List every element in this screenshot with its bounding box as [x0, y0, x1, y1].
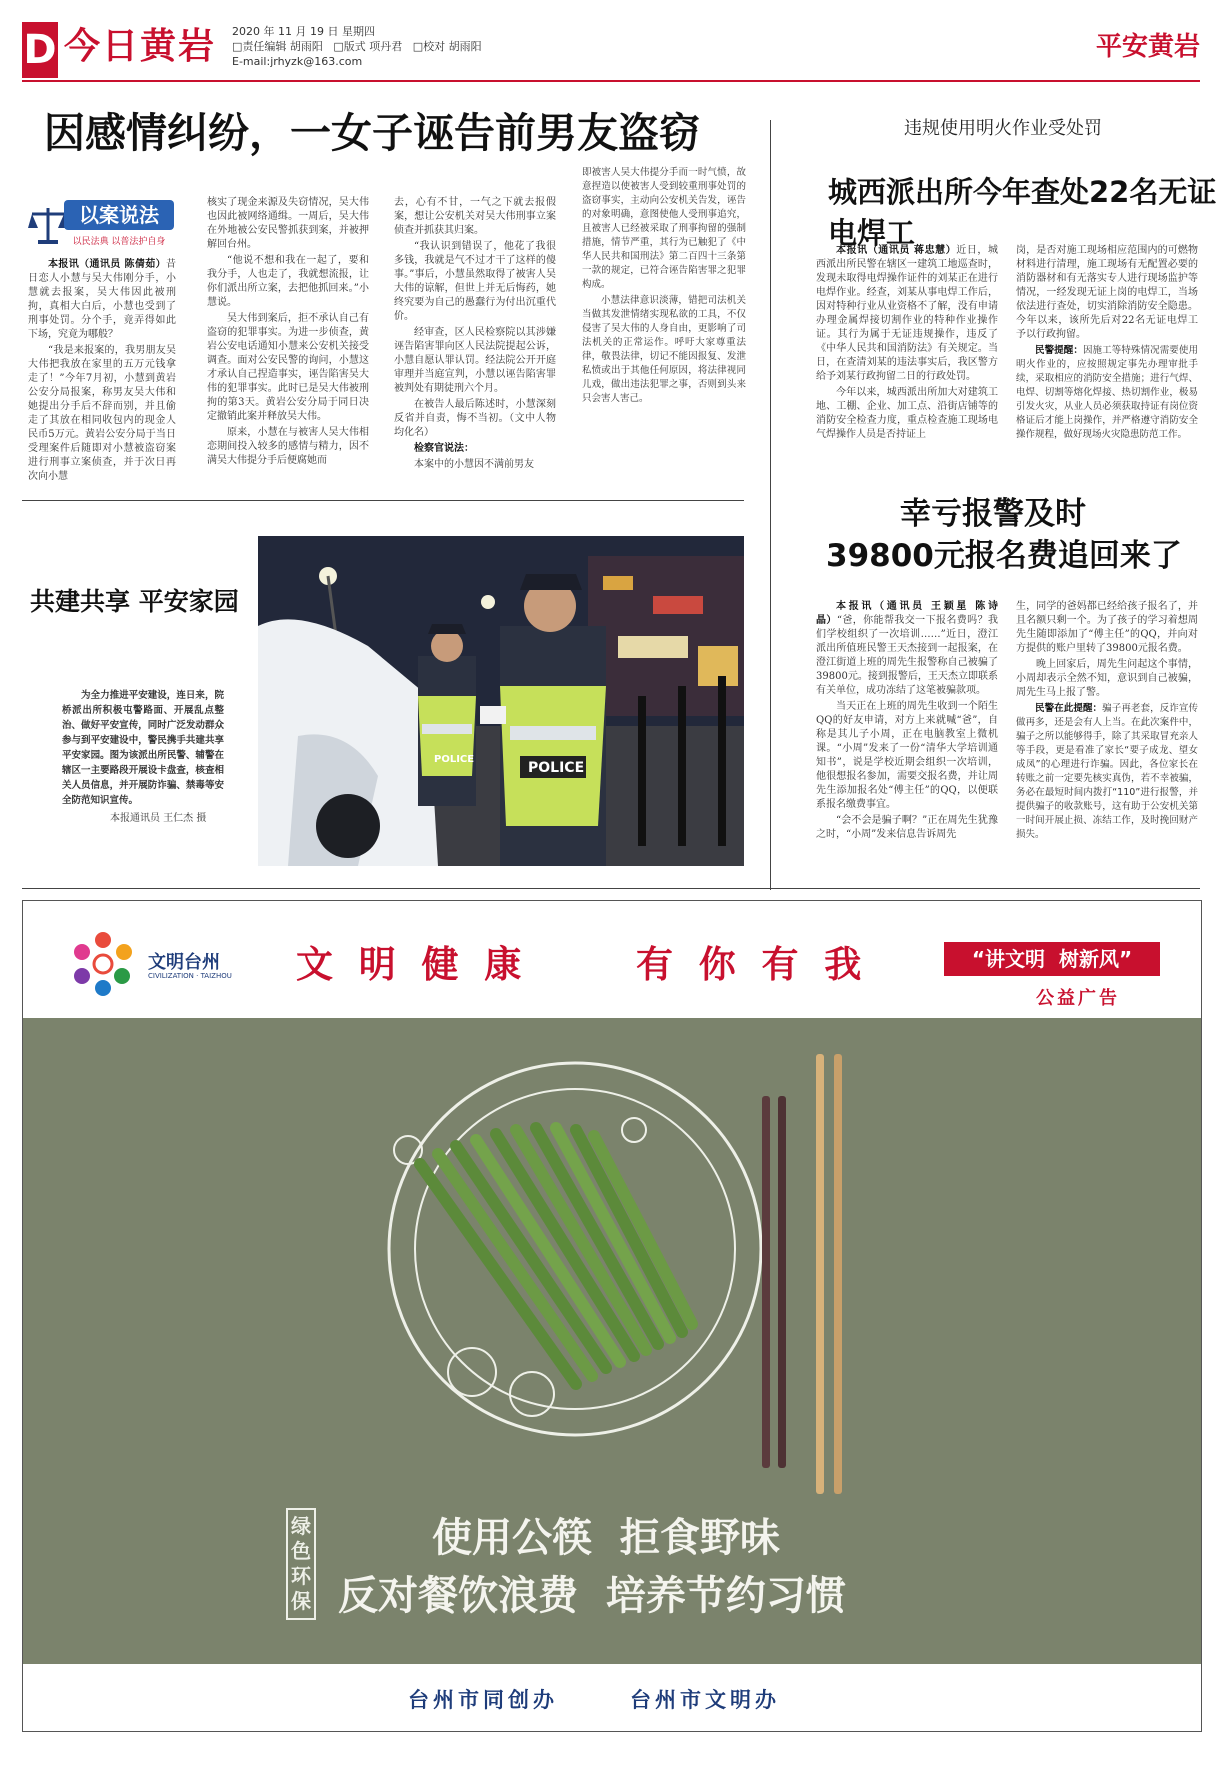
article4-col1: 本报讯（通讯员 王颖星 陈诗晶）“爸，你能帮我交一下报名费吗？我们学校组织了一次培训……”近日，澄江派出所值班民警王天杰接到一起报案，在澄江街道上班的周先生报警称自己被骗了39800元。接到报警后，王天杰立即联系有关单位，成功冻结了这笔被骗款项。 当天正在上班的周先生收到一个陌生QQ的好友申请，对方上来就喊“爸”，自称是其儿子小周，正在电脑教室上微机课。“小周”发来了一份“清华大学培训通知书”，说是学校近期会组织一次培训，他很想报名参加，需要交报名费，并让周先生添加报名处“傅主任”的QQ，以便联系报名缴费事宜。 “会不会是骗子啊？”正在周先生犹豫之时，“小周”发来信息告诉周先 [816, 601, 998, 840]
article3-kicker: 违规使用明火作业受处罚 [904, 118, 1102, 139]
sponsor-right: 台州市文明办 [630, 1688, 780, 1712]
column-divider [770, 120, 771, 890]
svg-text:POLICE: POLICE [434, 754, 475, 765]
article2-title: 共建共享 平安家园 [30, 587, 239, 616]
chopstick-dark-1 [762, 1096, 770, 1468]
article4-title-line2: 39800元报名费追回来了 [826, 538, 1182, 574]
logo-name: 文明台州 [148, 952, 220, 973]
contact-email: E-mail:jrhyzk@163.com [232, 55, 363, 68]
green-label: 绿色环保 [286, 1508, 316, 1620]
scales-icon [28, 202, 68, 246]
article4-title-line1: 幸亏报警及时 [900, 496, 1086, 532]
chopstick-light-2 [834, 1054, 842, 1494]
article2-credit: 本报通讯员 王仁杰 摄 [110, 813, 207, 824]
civilization-logo [68, 928, 138, 998]
layout-credit: □版式 项丹君 [333, 40, 403, 53]
campaign-tag-sub: 公益广告 [1036, 988, 1120, 1009]
flower-logo-icon [68, 928, 138, 998]
police-photo [258, 536, 744, 866]
campaign-tag: “讲文明 树新风” [944, 942, 1160, 976]
chopstick-light-1 [816, 1054, 824, 1494]
masthead-rule [22, 80, 1200, 82]
police-checkpoint-illustration [258, 536, 744, 866]
paper-name: 今日黄岩 [64, 25, 217, 67]
masthead-meta [232, 24, 482, 69]
slogan-right: 有 你 有 我 [636, 943, 862, 986]
article1-col2: 核实了现金来源及失窃情况，吴大伟也因此被网络通缉。一周后，吴大伟在外地被公安民警抓获到案，并被押解回台州。 “他说不想和我在一起了，要和我分手，人也走了，我就想流报，让你们派出所立案，去把他抓回来。”小慧说。 吴大伟到案后，拒不承认自己有盗窃的犯罪事实。为进一步侦查，黄岩公安电话通知小慧来公安机关接受调查。面对公安民警的询问，小慧这才承认自己捏造事实，诬告陷害吴大伟的犯罪事实。此时已是吴大伟被刑拘的第3天。黄岩公安分局于同日决定撤销此案并释放吴大伟。 原来，小慧在与被害人吴大伟相恋期间投入较多的感情与精力，因不满吴大伟提分手后便腐她而 [207, 197, 369, 466]
article1-col1: 本报讯（通讯员 陈倩茹）昔日恋人小慧与吴大伟刚分手，小慧就去报案，吴大伟因此被刑拘，真相大白后，小慧也受到了刑事处罚。分个手，竟弄得如此下场，究竟为哪般？ “我是来报案的，我男朋友吴大伟把我放在家里的五万元钱拿走了！”今年7月初，小慧到黄岩公安分局报案，称男友吴大伟和她提出分手后不辞而别，并且偷走了其放在相同收包内的现金人民币5万元。黄岩公安分局于当日受理案件后随即对小慧被盗窃案进行刑事立案侦查，并于次日再次向小慧 [28, 259, 176, 482]
column-badge [28, 198, 176, 254]
vest-label: POLICE [528, 760, 585, 776]
logo-sub: CIVILIZATION · TAIZHOU [148, 972, 232, 980]
article2-caption: 为全力推进平安建设，连日来，院桥派出所积极屯警路面、开展乱点整治、做好平安宣传，同时广泛发动群众参与到平安建设中，警民携手共建共享平安家园。图为该派出所民警、辅警在辖区一主要路段开展设卡盘查，核查相关人员信息，并开展防诈骗、禁毒等安全防范知识宣传。 [62, 690, 224, 806]
masthead-letter: D [22, 22, 58, 78]
slogan-left: 文 明 健 康 [296, 943, 522, 986]
article3-col2: 岗，是否对施工现场相应范围内的可燃物材料进行清理，施工现场有无配置必要的消防器材和有无落实专人进行现场监护等情况，一经发现无证上岗的电焊工，当场依法进行查处，切实消除消防安全隐患。今年以来，该所先后对22名无证电焊工予以行政拘留。 民警提醒：因施工等特殊情况需要使用明火作业的，应按照规定事先办理审批手续，采取相应的消防安全措施；进行气焊、电焊、切割等熔化焊接、热切割作业，极易引发火灾，从业人员必须获取持证有岗位资格证后才能上岗操作，并严格遵守消防安全操作规程，做好现场火灾隐患防范工作。 [1016, 245, 1198, 440]
article1-title: 因感情纠纷，一女子诬告前男友盗窃 [44, 109, 700, 157]
article3-title: 城西派出所今年查处22名无证电焊工 [828, 175, 1217, 250]
editor-credit: □责任编辑 胡雨阳 [232, 40, 323, 53]
proof-credit: □校对 胡雨阳 [412, 40, 482, 53]
article1-col3: 去，心有不甘，一气之下就去报假案，想让公安机关对吴大伟刑事立案侦查并抓获其归案。 “我认识到错误了，他花了我很多钱，我就是气不过才干了这样的傻事。”事后，小慧虽然取得了被害人吴大伟的谅解，但世上并无后悔药，她终究要为自己的愚蠢行为付出沉重代价。 经审查，区人民检察院以其涉嫌诬告陷害罪向区人民法院提起公诉，小慧自愿认罪认罚。经法院公开开庭审理并当庭宣判，小慧以诬告陷害罪被判处有期徒刑六个月。 在被告人最后陈述时，小慧深刻反省并自责，悔不当初。（文中人物均化名） 检察官说法： 本案中的小慧因不满前男友 [394, 197, 556, 470]
ad-line2: 反对餐饮浪费 培养节约习惯 [338, 1573, 846, 1619]
column-badge-sub: 以民法典 以普法护自身 [72, 237, 166, 247]
plate-illustration [380, 1054, 770, 1444]
article3-col1: 本报讯（通讯员 蒋忠慧）近日，城西派出所民警在辖区一建筑工地巡查时，发现未取得电焊操作证件的刘某正在进行电焊作业。经查，刘某从事电焊工作后，因对特种行业从业资格不了解，没有申请办理金属焊接切割作业的特种作业操作证。其行为属于无证违规操作，违反了《中华人民共和国消防法》有关规定。当日，在查清刘某的违法事实后，我区警方给予刘某行政拘留二日的行政处罚。 今年以来，城西派出所加大对建筑工地、工棚、企业、加工点、沿街店铺等的消防安全检查力度，重点检查施工现场电气焊操作人员是否持证上 [816, 245, 998, 440]
chopstick-dark-2 [778, 1096, 786, 1468]
ad-line1: 使用公筷 拒食野味 [432, 1515, 780, 1561]
issue-date: 2020 年 11 月 19 日 星期四 [232, 25, 375, 38]
article4-col2: 生，同学的爸妈都已经给孩子报名了，并且名额只剩一个。为了孩子的学习着想周先生随即添加了“傅主任”的QQ，并向对方提供的账户里转了39800元报名费。 晚上回家后，周先生问起这个事情，小周却表示全然不知，意识到自己被骗，周先生马上报了警。 民警在此提醒：骗子再老套，反诈宣传做再多，还是会有人上当。在此次案件中，骗子之所以能够得手，除了其采取冒充亲人等手段，更是看准了家长“要子成龙、望女成凤”的心理进行诈骗。因此，各位家长在转账之前一定要先核实真伪，若不幸被骗，务必在最短时间内拨打“110”进行报警，并提供骗子的收款账号，这有助于公安机关第一时间开展止损、冻结工作，及时挽回财产损失。 [1016, 601, 1198, 840]
section-name: 平安黄岩 [1095, 32, 1200, 62]
article1-col4: 即被害人吴大伟提分手而一时气愤，故意捏造以使被害人受到较重刑事处罚的盗窃事实，主动向公安机关告发，诬告的对象明确，意图使他人受刑事追究，且被害人已经被采取了刑事拘留的强制措施，情节严重，其行为已触犯了《中华人民共和国刑法》第二百四十三条第一款的规定，已符合诬告陷害罪之犯罪构成。 小慧法律意识淡薄，错把司法机关当做其发泄情绪实现私欲的工具，不仅侵害了吴大伟的人身自由，更影响了司法机关的正常运作。呼吁大家尊重法律，敬畏法律，切记不能因报复、发泄私愤或出于其他任何原因，将法律视同儿戏，做出违法犯罪之事，否则到头来只会害人害己。 [582, 167, 746, 404]
column-badge-label: 以案说法 [64, 200, 174, 230]
asparagus-plate-icon [380, 1054, 770, 1444]
divider-top-half [22, 888, 1200, 889]
sponsor-left: 台州市同创办 [408, 1688, 558, 1712]
divider-article1 [22, 500, 744, 501]
